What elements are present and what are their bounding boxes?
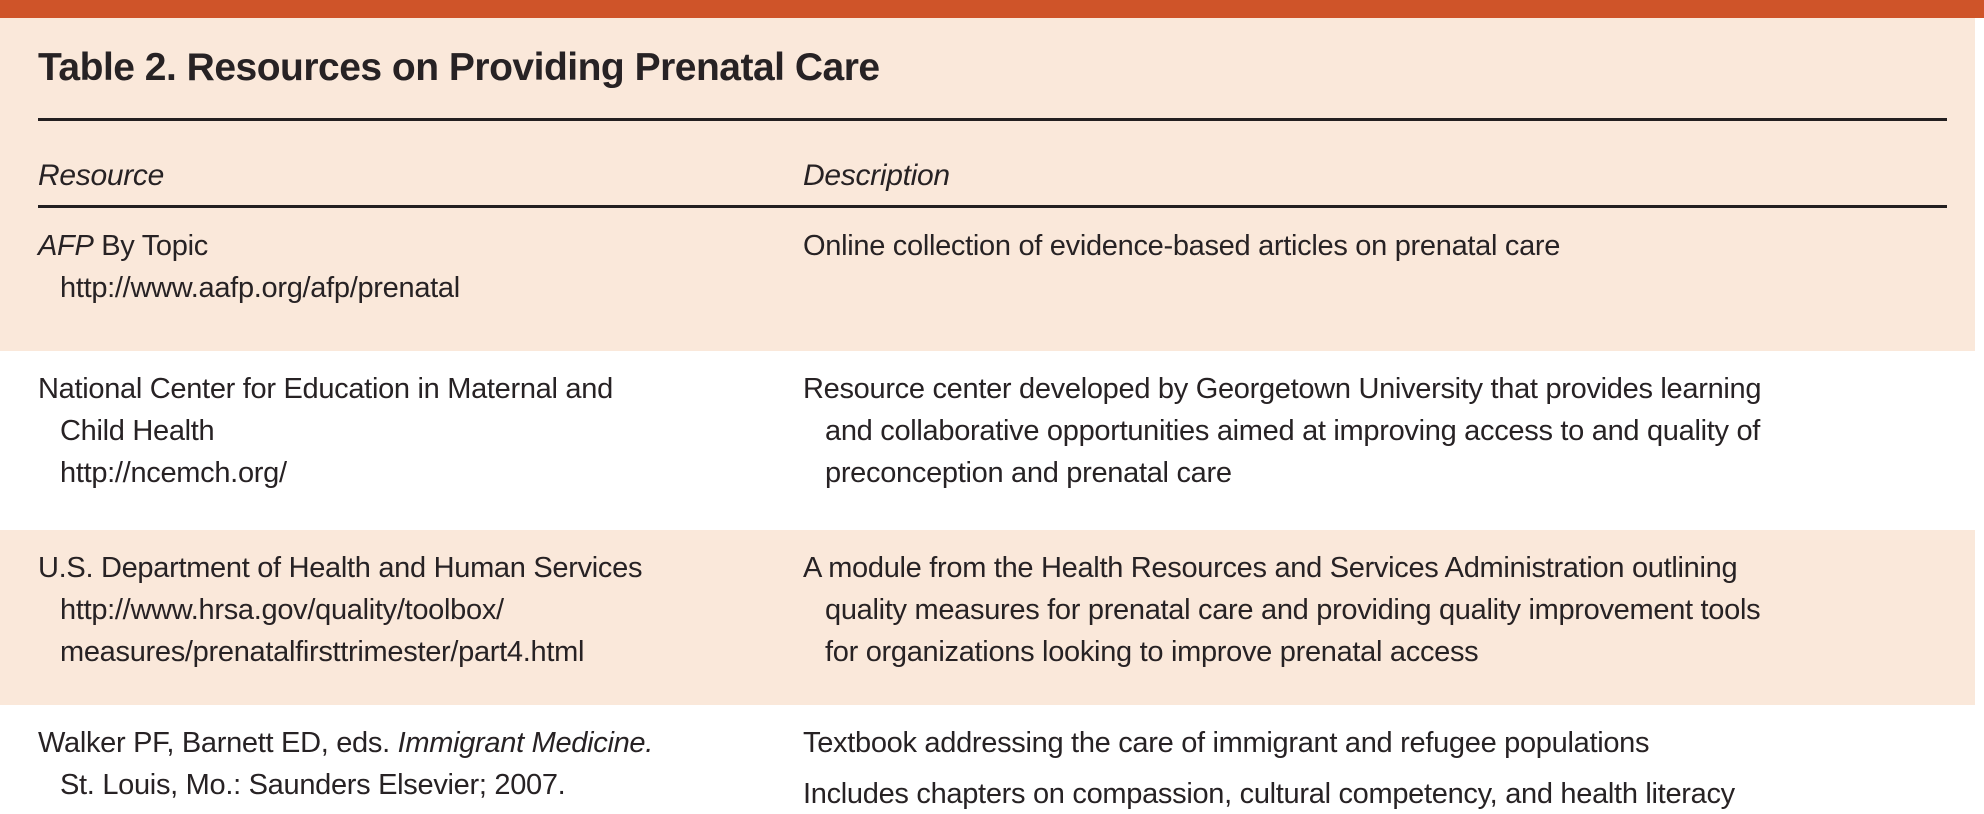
resource-url[interactable]: [38, 267, 803, 309]
plain-text: Resource center developed by Georgetown University that provides learning: [803, 373, 1762, 405]
plain-text: A module from the Health Resources and Services Administration outlining: [803, 552, 1738, 584]
plain-text: By Topic: [93, 230, 208, 262]
plain-text: National Center for Education in Maternal and: [38, 373, 613, 405]
table-title: Table 2. Resources on Providing Prenatal Care: [38, 46, 880, 89]
text-line: [803, 589, 1947, 631]
table-body: [0, 208, 1975, 814]
journal-accent-bar-top: [0, 0, 1984, 18]
text-line: [803, 773, 1947, 814]
text-line: [38, 722, 803, 764]
text-line: [803, 452, 1947, 494]
description-cell: [803, 722, 1947, 814]
plain-text: Includes chapters on compassion, cultural competency, and health literacy: [803, 778, 1735, 810]
table-row: [0, 208, 1975, 351]
column-header-description: Description: [803, 159, 950, 192]
plain-text: Walker PF, Barnett ED, eds.: [38, 727, 398, 759]
resource-url[interactable]: [38, 452, 803, 494]
italic-text: AFP: [38, 230, 94, 262]
plain-text: http://www.hrsa.gov/quality/toolbox/: [60, 594, 504, 626]
resource-cell: [38, 722, 803, 814]
text-line: [38, 225, 803, 267]
resource-url[interactable]: [38, 631, 803, 673]
text-line: [38, 368, 803, 410]
plain-text: quality measures for prenatal care and providing quality improvement tools: [825, 594, 1761, 626]
column-headers: [38, 159, 1947, 193]
table-header-section: [0, 18, 1975, 208]
italic-text: Immigrant Medicine.: [397, 727, 653, 759]
plain-text: Child Health: [60, 415, 215, 447]
table-row: [0, 705, 1975, 814]
text-line: [803, 631, 1947, 673]
plain-text: preconception and prenatal care: [825, 457, 1232, 489]
plain-text: U.S. Department of Health and Human Services: [38, 552, 643, 584]
description-cell: [803, 547, 1947, 705]
plain-text: and collaborative opportunities aimed at improving access to and quality of: [825, 415, 1761, 447]
plain-text: measures/prenatalfirsttrimester/part4.html: [60, 636, 585, 668]
text-line: [803, 722, 1947, 764]
plain-text: http://www.aafp.org/afp/prenatal: [60, 272, 460, 304]
text-line: [803, 368, 1947, 410]
plain-text: Textbook addressing the care of immigrant and refugee populations: [803, 727, 1650, 759]
table-panel: [0, 18, 1975, 814]
plain-text: http://ncemch.org/: [60, 457, 287, 489]
description-cell: [803, 368, 1947, 530]
plain-text: Online collection of evidence-based articles on prenatal care: [803, 230, 1561, 262]
plain-text: for organizations looking to improve prenatal access: [825, 636, 1479, 668]
table-row: [0, 351, 1975, 530]
text-line: [803, 547, 1947, 589]
resource-cell: [38, 368, 803, 530]
resource-cell: [38, 547, 803, 705]
text-line: [38, 764, 803, 806]
resource-url[interactable]: [38, 589, 803, 631]
plain-text: St. Louis, Mo.: Saunders Elsevier; 2007.: [60, 769, 566, 801]
column-header-resource: Resource: [38, 159, 164, 192]
text-line: [38, 410, 803, 452]
title-rule: [38, 118, 1947, 121]
table-row: [0, 530, 1975, 705]
description-cell: [803, 225, 1947, 351]
resource-cell: [38, 225, 803, 351]
text-line: [803, 410, 1947, 452]
text-line: [803, 225, 1947, 267]
text-line: [38, 547, 803, 589]
